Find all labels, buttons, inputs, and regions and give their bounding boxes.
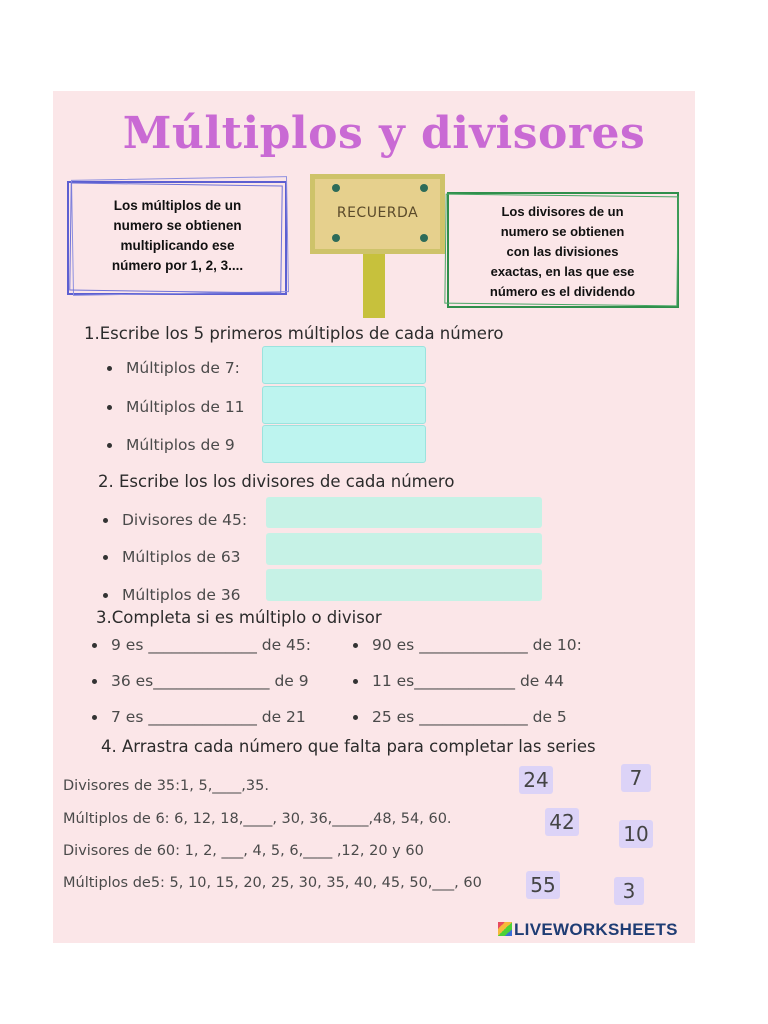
list-item: Múltiplos de 7:	[107, 359, 240, 377]
series-line: Múltiplos de5: 5, 10, 15, 20, 25, 30, 35, 40, 45, 50,___, 60	[63, 875, 482, 891]
sign-label: RECUERDA	[336, 205, 419, 221]
answer-box-36[interactable]	[266, 569, 542, 601]
bullet-icon	[92, 643, 97, 648]
bullet-icon	[107, 443, 112, 448]
list-item: Múltiplos de 9	[107, 436, 235, 454]
answer-box-multiples-9[interactable]	[262, 425, 426, 463]
list-item: 7 es ______________ de 21	[92, 708, 306, 726]
bullet-icon	[353, 679, 358, 684]
bullet-icon	[92, 679, 97, 684]
drag-tile-7[interactable]: 7	[621, 764, 651, 792]
section-1-heading: 1.Escribe los 5 primeros múltiplos de cada número	[84, 324, 504, 343]
nail-icon	[420, 184, 428, 192]
bullet-icon	[353, 643, 358, 648]
series-line: Divisores de 35:1, 5,____,35.	[63, 778, 269, 794]
multiples-definition-card	[67, 178, 289, 296]
multiples-definition-text: Los múltiplos de un numero se obtienen multiplicando ese número por 1, 2, 3....	[111, 198, 244, 273]
recuerda-sign	[310, 172, 445, 320]
list-item: 36 es_______________ de 9	[92, 672, 309, 690]
list-item: Múltiplos de 11	[107, 398, 245, 416]
list-item: 90 es ______________ de 10:	[353, 636, 582, 654]
list-item: 25 es ______________ de 5	[353, 708, 567, 726]
drag-tile-42[interactable]: 42	[545, 808, 579, 836]
bullet-icon	[107, 405, 112, 410]
answer-box-63[interactable]	[266, 533, 542, 565]
answer-box-multiples-7[interactable]	[262, 346, 426, 384]
divisors-definition-text: Los divisores de un numero se obtienen con las divisiones exactas, en las que ese número es el dividendo	[489, 204, 636, 299]
list-item: Divisores de 45:	[103, 511, 247, 529]
drag-tile-55[interactable]: 55	[526, 871, 560, 899]
bullet-icon	[92, 715, 97, 720]
drag-tile-10[interactable]: 10	[619, 820, 653, 848]
section-4-heading: 4. Arrastra cada número que falta para completar las series	[101, 737, 596, 756]
section-3-heading: 3.Completa si es múltiplo o divisor	[96, 608, 382, 627]
bullet-icon	[107, 366, 112, 371]
list-item: 9 es ______________ de 45:	[92, 636, 311, 654]
nail-icon	[332, 234, 340, 242]
bullet-icon	[353, 715, 358, 720]
answer-box-multiples-11[interactable]	[262, 386, 426, 424]
drag-tile-24[interactable]: 24	[519, 766, 553, 794]
bullet-icon	[103, 593, 108, 598]
series-line: Divisores de 60: 1, 2, ___, 4, 5, 6,____ ,12, 20 y 60	[63, 843, 424, 859]
series-line: Múltiplos de 6: 6, 12, 18,____, 30, 36,_____,48, 54, 60.	[63, 811, 452, 827]
list-item: 11 es_____________ de 44	[353, 672, 564, 690]
sign-post	[363, 250, 385, 318]
bullet-icon	[103, 555, 108, 560]
nail-icon	[420, 234, 428, 242]
liveworksheets-logo: LIVEWORKSHEETS	[498, 920, 678, 940]
drag-tile-3[interactable]: 3	[614, 877, 644, 905]
divisors-definition-card	[445, 190, 680, 310]
list-item: Múltiplos de 36	[103, 586, 241, 604]
bullet-icon	[103, 518, 108, 523]
nail-icon	[332, 184, 340, 192]
page-title: Múltiplos y divisores	[122, 108, 646, 159]
answer-box-divisors-45[interactable]	[266, 497, 542, 528]
logo-icon	[498, 922, 512, 936]
list-item: Múltiplos de 63	[103, 548, 241, 566]
section-2-heading: 2. Escribe los los divisores de cada número	[98, 472, 455, 491]
